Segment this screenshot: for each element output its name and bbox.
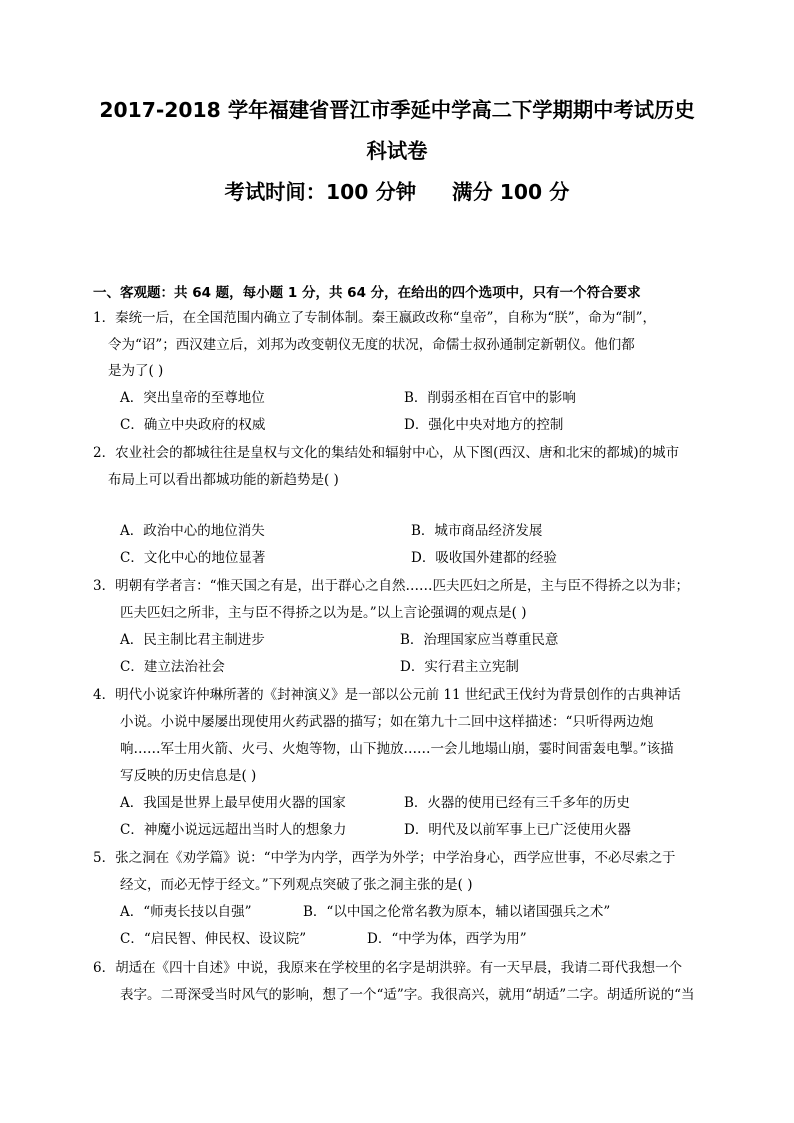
option-d[interactable]: D．“中学为体，西学为用” (367, 931, 527, 947)
option-c[interactable]: C．文化中心的地位显著 (120, 550, 266, 566)
option-c[interactable]: C．神魔小说远远超出当时人的想象力 (120, 822, 347, 838)
option-c[interactable]: C．建立法治社会 (120, 659, 225, 675)
option-d[interactable]: D．强化中央对地方的控制 (404, 417, 564, 433)
option-a[interactable]: A．我国是世界上最早使用火器的国家 (120, 795, 346, 811)
full-score: 满分 100 分 (452, 180, 570, 204)
question-text: 小说。小说中屡屡出现使用火药武器的描写；如在第九十二回中这样描述：“只听得两边炮 (120, 714, 654, 730)
option-d[interactable]: D．明代及以前军事上已广泛使用火器 (404, 822, 631, 838)
exam-meta (60, 178, 734, 206)
question-text: 2．农业社会的都城往往是皇权与文化的集结处和辐射中心，从下图(西汉、唐和北宋的都城)的城市 (93, 445, 680, 461)
question-text: 匹夫匹妇之所非，主与臣不得挢之以为是。”以上言论强调的观点是( ) (120, 605, 527, 621)
exam-time: 考试时间：100 分钟 (224, 180, 417, 204)
option-d[interactable]: D．吸收国外建都的经验 (411, 550, 557, 566)
option-a[interactable]: A．“师夷长技以自强” (120, 904, 252, 920)
question-text: 响……军士用火箭、火弓、火炮等物，山下抛放……一会儿地塌山崩，霎时间雷轰电掣。”该描 (120, 741, 674, 757)
option-b[interactable]: B．“以中国之伦常名教为原本，辅以诸国强兵之术” (303, 904, 611, 920)
option-a[interactable]: A．政治中心的地位消失 (120, 523, 265, 539)
section-heading: 一、客观题：共 64 题，每小题 1 分，共 64 分，在给出的四个选项中，只有一个符合要求 (93, 285, 641, 301)
option-b[interactable]: B．削弱丞相在百官中的影响 (404, 390, 576, 406)
option-c[interactable]: C．“启民智、伸民权、设议院” (120, 931, 307, 947)
option-b[interactable]: B．城市商品经济发展 (411, 523, 543, 539)
question-text: 表字。二哥深受当时风气的影响，想了一个“适”字。我很高兴，就用“胡适”二字。胡适所说的“当 (120, 987, 695, 1003)
option-a[interactable]: A．突出皇帝的至尊地位 (120, 390, 265, 406)
question-text: 是为了( ) (108, 363, 164, 379)
question-text: 经文，而必无悖于经文。”下列观点突破了张之洞主张的是( ) (120, 877, 473, 893)
question-text: 布局上可以看出都城功能的新趋势是( ) (108, 472, 339, 488)
option-b[interactable]: B．治理国家应当尊重民意 (400, 632, 559, 648)
question-text: 写反映的历史信息是( ) (120, 768, 257, 784)
question-text: 4．明代小说家许仲琳所著的《封神演义》是一部以公元前 11 世纪武王伐纣为背景创作的古典神话 (93, 687, 681, 703)
exam-title-line2: 科试卷 (366, 139, 428, 163)
question-text: 5．张之洞在《劝学篇》说：“中学为内学，西学为外学；中学治身心，西学应世事，不必尽索之于 (93, 850, 676, 866)
option-a[interactable]: A．民主制比君主制进步 (120, 632, 265, 648)
option-d[interactable]: D．实行君主立宪制 (400, 659, 519, 675)
question-text: 3．明朝有学者言：“惟天国之有是，出于群心之自然……匹夫匹妇之所是，主与臣不得挢之以为非； (93, 578, 689, 594)
question-text: 6．胡适在《四十自述》中说，我原来在学校里的名字是胡洪骍。有一天早晨，我请二哥代我想一个 (93, 960, 683, 976)
question-text: 1．秦统一后，在全国范围内确立了专制体制。秦王嬴政改称“皇帝”，自称为“朕”，命为“制”， (93, 310, 656, 326)
question-text: 令为“诏”；西汉建立后，刘邦为改变朝仪无度的状况，命儒士叔孙通制定新朝仪。他们都 (108, 337, 635, 353)
option-c[interactable]: C．确立中央政府的权威 (120, 417, 266, 433)
option-b[interactable]: B．火器的使用已经有三千多年的历史 (404, 795, 630, 811)
exam-title-line1: 2017-2018 学年福建省晋江市季延中学高二下学期期中考试历史 (99, 98, 695, 122)
